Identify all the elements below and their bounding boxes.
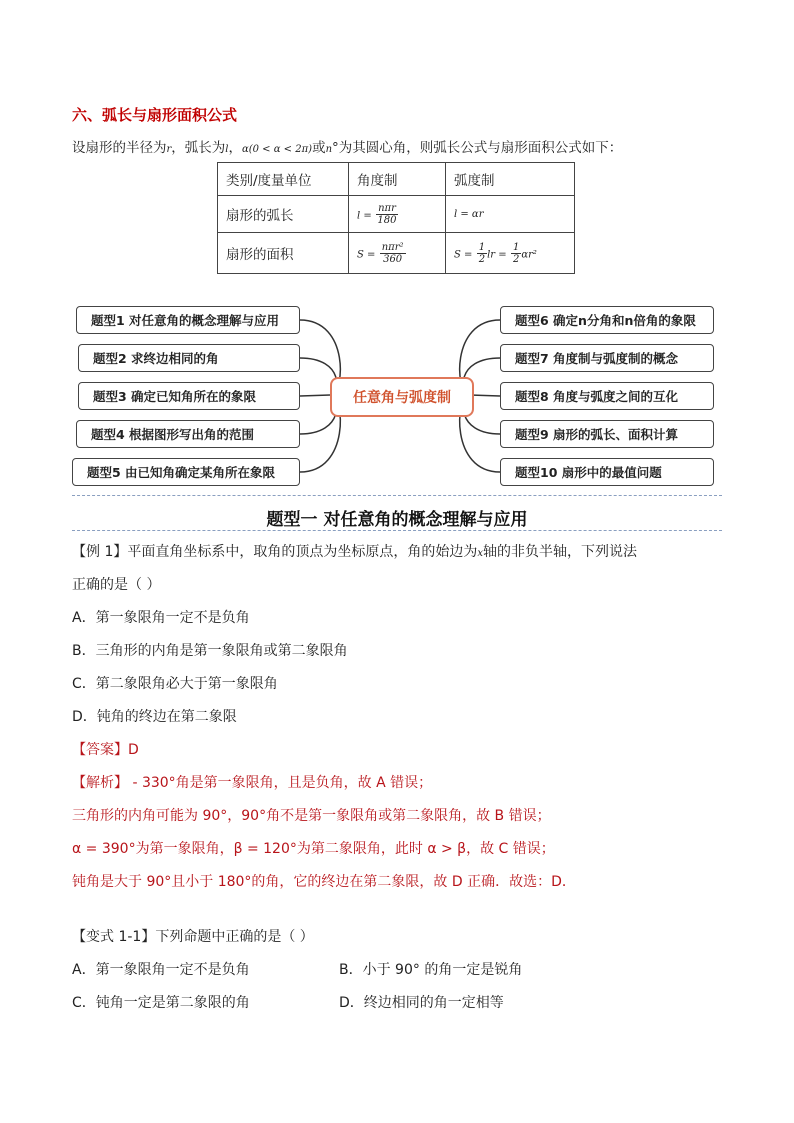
example1-option-c: C．第二象限角必大于第一象限角 [72, 676, 278, 692]
var-l: l [225, 144, 229, 155]
fraction [380, 242, 406, 265]
divider-bottom [72, 530, 722, 531]
fraction [477, 242, 487, 265]
variant1-stem: 【变式 1-1】下列命题中正确的是（ ） [72, 929, 314, 945]
mindmap-node-type9: 题型9 扇形的弧长、面积计算 [500, 420, 714, 448]
formula-mid: lr = [487, 249, 507, 260]
table-header-row [218, 163, 575, 196]
example1-stem-line1 [72, 541, 637, 561]
example1-analysis-4: 钝角是大于 90°且小于 180°的角，它的终边在第二象限，故 D 正确．故选：D． [72, 874, 576, 890]
fraction-numerator: 1 [478, 241, 486, 253]
intro-text-2: ，弧长为 [171, 140, 226, 156]
table-cell-label: 扇形的弧长 [218, 196, 349, 233]
table-cell-label: 扇形的面积 [218, 233, 349, 274]
example1-option-b: B．三角形的内角是第一象限角或第二象限角 [72, 643, 348, 659]
fraction-numerator: 1 [512, 241, 520, 253]
formula-lhs: S = [357, 249, 376, 260]
mindmap-node-type1: 题型1 对任意角的概念理解与应用 [76, 306, 300, 334]
stem-text: 【例 1】平面直角坐标系中，取角的顶点为坐标原点，角的始边为 [72, 544, 478, 560]
fraction-denominator: 2 [512, 253, 520, 265]
fraction-numerator: nπr² [381, 241, 404, 253]
example1-stem-line2: 正确的是（ ） [72, 577, 161, 593]
fraction-numerator: nπr [378, 202, 396, 214]
mindmap-node-type2: 题型2 求终边相同的角 [78, 344, 300, 372]
fraction [511, 242, 521, 265]
section-title: 六、弧长与扇形面积公式 [72, 106, 238, 124]
area-degree-formula [349, 233, 446, 274]
mindmap-node-type5: 题型5 由已知角确定某角所在象限 [72, 458, 300, 486]
mindmap-center-node: 任意角与弧度制 [330, 377, 474, 417]
alpha-range: α(0 < α < 2π) [241, 144, 313, 155]
example1-analysis-1: 【解析】 - 330°角是第一象限角，且是负角，故 A 错误； [72, 775, 433, 791]
intro-text-5: °为其圆心角，则弧长公式与扇形面积公式如下： [332, 140, 623, 156]
mindmap-node-type8: 题型8 角度与弧度之间的互化 [500, 382, 714, 410]
mindmap [0, 298, 794, 494]
variant1-option-a: A．第一象限角一定不是负角 [72, 962, 250, 978]
mindmap-node-type7: 题型7 角度制与弧度制的概念 [500, 344, 714, 372]
problem-section-title: 题型一 对任意角的概念理解与应用 [266, 510, 528, 530]
formula-table [217, 162, 575, 274]
example1-option-d: D．钝角的终边在第二象限 [72, 709, 237, 725]
var-r: r [166, 144, 172, 155]
fraction [376, 203, 398, 226]
example1-analysis-3: α = 390°为第一象限角，β = 120°为第二象限角，此时 α > β，故 C 错误； [72, 841, 555, 857]
var-n: n [325, 144, 333, 155]
intro-text-3: ， [228, 140, 242, 156]
mindmap-node-type10: 题型10 扇形中的最值问题 [500, 458, 714, 486]
formula-tail: αr² [521, 249, 537, 260]
fraction-denominator: 180 [377, 214, 397, 226]
fraction-denominator: 2 [478, 253, 486, 265]
table-row [218, 233, 575, 274]
table-row [218, 196, 575, 233]
area-radian-formula [446, 233, 575, 274]
variant1-option-c: C．钝角一定是第二象限的角 [72, 995, 250, 1011]
var-x: x [477, 548, 483, 559]
example1-analysis-2: 三角形的内角可能为 90°，90°角不是第一象限角或第二象限角，故 B 错误； [72, 808, 551, 824]
variant1-option-b: B．小于 90° 的角一定是锐角 [339, 962, 523, 978]
table-header-cell: 弧度制 [446, 163, 575, 196]
arc-length-radian-formula: l = αr [446, 196, 575, 233]
table-header-cell: 类别/度量单位 [218, 163, 349, 196]
variant1-option-d: D．终边相同的角一定相等 [339, 995, 504, 1011]
stem-text: 轴的非负半轴，下列说法 [483, 544, 637, 560]
example1-answer: 【答案】D [72, 742, 139, 758]
mindmap-node-type6: 题型6 确定n分角和n倍角的象限 [500, 306, 714, 334]
mindmap-node-type3: 题型3 确定已知角所在的象限 [78, 382, 300, 410]
arc-length-degree-formula [349, 196, 446, 233]
table-header-cell: 角度制 [349, 163, 446, 196]
mindmap-node-type4: 题型4 根据图形写出角的范围 [76, 420, 300, 448]
divider-top [72, 495, 722, 496]
fraction-denominator: 360 [383, 253, 403, 265]
intro-text-4: 或 [312, 140, 326, 156]
example1-option-a: A．第一象限角一定不是负角 [72, 610, 250, 626]
formula-lhs: l = [357, 210, 372, 221]
formula-lhs: S = [454, 249, 473, 260]
section-intro [72, 136, 622, 156]
intro-text-1: 设扇形的半径为 [72, 140, 167, 156]
